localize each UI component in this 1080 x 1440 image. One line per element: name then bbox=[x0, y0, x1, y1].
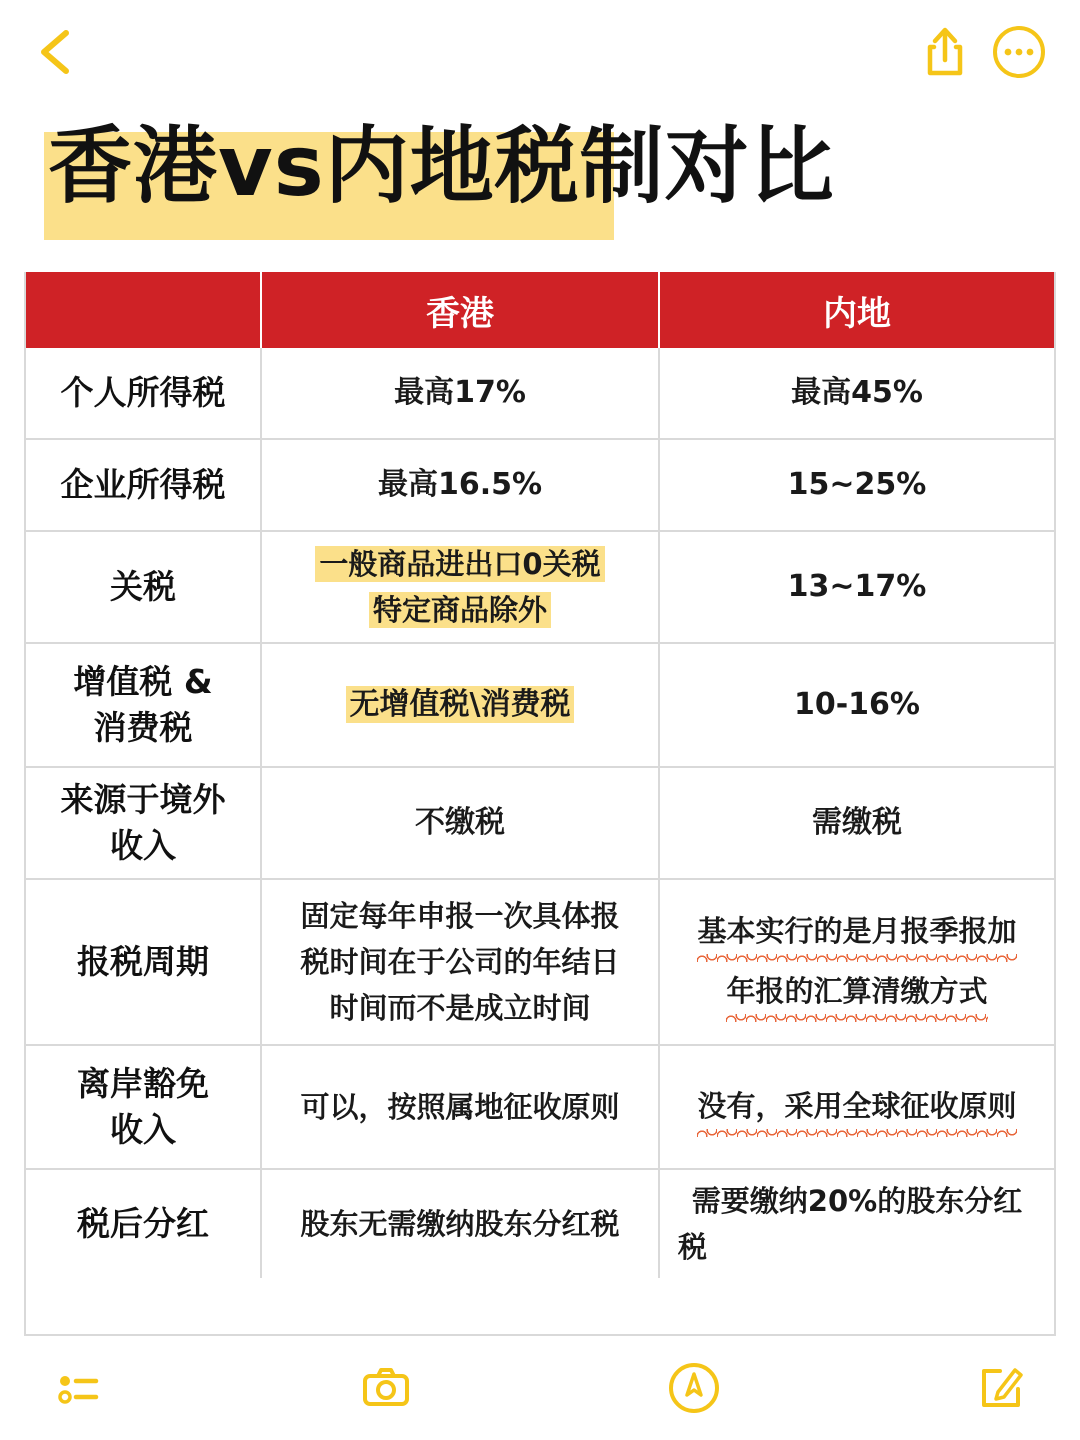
row-value-hk-text: 股东无需缴纳股东分红税 bbox=[300, 1207, 620, 1241]
table-row bbox=[26, 1046, 1054, 1170]
table-header-row bbox=[26, 272, 1054, 348]
share-upload-icon[interactable] bbox=[920, 25, 970, 79]
row-value-hk-line2: 税时间在于公司的年结日 bbox=[300, 945, 620, 979]
row-label-cell bbox=[26, 1170, 262, 1278]
row-label-cell bbox=[26, 532, 262, 642]
row-label-line1: 来源于境外 bbox=[60, 780, 226, 819]
row-value-mainland-text: 需缴税 bbox=[812, 805, 902, 840]
top-bar-actions bbox=[920, 25, 1046, 79]
row-label: 企业所得税 bbox=[60, 465, 226, 504]
row-value-hk bbox=[262, 644, 660, 766]
table-row bbox=[26, 644, 1054, 768]
row-value-mainland bbox=[660, 880, 1054, 1044]
row-value-mainland-line1: 需要缴纳20%的股东分红 bbox=[691, 1184, 1023, 1218]
row-value-mainland-line2: 年报的汇算清缴方式 bbox=[726, 968, 987, 1016]
row-value-mainland bbox=[660, 768, 1054, 878]
list-bullet-icon[interactable] bbox=[52, 1361, 106, 1415]
row-value-hk bbox=[262, 440, 660, 530]
row-value-hk-text: 最高16.5% bbox=[377, 467, 543, 502]
table-row bbox=[26, 880, 1054, 1046]
row-label-line2: 消费税 bbox=[93, 708, 193, 747]
table-header-cell-hk bbox=[262, 272, 660, 348]
table-row bbox=[26, 1170, 1054, 1278]
row-value-hk bbox=[262, 768, 660, 878]
table-header-label-2: 内地 bbox=[823, 293, 891, 334]
row-label-line2: 收入 bbox=[110, 826, 176, 865]
row-value-hk-text: 不缴税 bbox=[415, 805, 505, 840]
back-icon[interactable] bbox=[30, 25, 84, 79]
row-label: 关税 bbox=[110, 567, 176, 606]
table-header-cell-mainland bbox=[660, 272, 1054, 348]
row-value-mainland-text: 没有，采用全球征收原则 bbox=[697, 1083, 1016, 1131]
row-value-hk bbox=[262, 1170, 660, 1278]
row-value-hk bbox=[262, 880, 660, 1044]
table-row bbox=[26, 440, 1054, 532]
pen-nib-icon[interactable] bbox=[667, 1361, 721, 1415]
row-label-cell bbox=[26, 880, 262, 1044]
row-label-cell bbox=[26, 348, 262, 438]
row-label-cell bbox=[26, 1046, 262, 1168]
row-label: 报税周期 bbox=[77, 942, 209, 981]
row-value-mainland-text: 15~25% bbox=[787, 467, 927, 502]
row-value-hk-line1: 一般商品进出口0关税 bbox=[315, 546, 604, 582]
row-value-mainland-text: 13~17% bbox=[787, 569, 927, 604]
row-label-line1: 离岸豁免 bbox=[77, 1064, 209, 1103]
row-value-mainland-text: 最高45% bbox=[791, 375, 923, 410]
table-row bbox=[26, 348, 1054, 440]
row-label: 个人所得税 bbox=[60, 373, 226, 412]
page-title: 香港vs内地税制对比 bbox=[48, 117, 835, 215]
row-label-cell bbox=[26, 644, 262, 766]
row-value-hk bbox=[262, 348, 660, 438]
page-title-wrap bbox=[0, 104, 1080, 254]
row-value-mainland-line2: 税 bbox=[678, 1230, 708, 1264]
bottom-bar bbox=[0, 1336, 1080, 1440]
row-value-mainland-text: 10-16% bbox=[793, 687, 920, 722]
more-dots-icon[interactable] bbox=[992, 25, 1046, 79]
row-value-hk bbox=[262, 532, 660, 642]
row-value-hk bbox=[262, 1046, 660, 1168]
table-row bbox=[26, 768, 1054, 880]
row-value-mainland bbox=[660, 1046, 1054, 1168]
row-label: 税后分红 bbox=[77, 1204, 209, 1243]
row-value-mainland bbox=[660, 348, 1054, 438]
row-label-cell bbox=[26, 768, 262, 878]
table-header-cell-blank bbox=[26, 272, 262, 348]
row-value-hk-line2: 特定商品除外 bbox=[369, 592, 551, 628]
row-label-line2: 收入 bbox=[110, 1110, 176, 1149]
camera-icon[interactable] bbox=[359, 1361, 413, 1415]
row-value-mainland bbox=[660, 644, 1054, 766]
row-value-hk-line3: 时间而不是成立时间 bbox=[329, 991, 591, 1025]
row-value-mainland bbox=[660, 532, 1054, 642]
table-row bbox=[26, 532, 1054, 644]
top-bar bbox=[0, 0, 1080, 104]
row-value-mainland-line1: 基本实行的是月报季报加 bbox=[697, 908, 1016, 956]
row-value-hk-text: 无增值税\消费税 bbox=[346, 686, 575, 723]
row-value-hk-line1: 固定每年申报一次具体报 bbox=[300, 899, 620, 933]
row-value-mainland bbox=[660, 440, 1054, 530]
edit-square-icon[interactable] bbox=[974, 1361, 1028, 1415]
row-value-hk-text: 可以，按照属地征收原则 bbox=[300, 1090, 620, 1124]
row-value-hk-text: 最高17% bbox=[394, 375, 526, 410]
table-header-label-1: 香港 bbox=[426, 293, 494, 334]
row-value-mainland bbox=[660, 1170, 1054, 1278]
row-label-line1: 增值税 & bbox=[73, 662, 213, 701]
row-label-cell bbox=[26, 440, 262, 530]
comparison-table bbox=[24, 272, 1056, 1336]
